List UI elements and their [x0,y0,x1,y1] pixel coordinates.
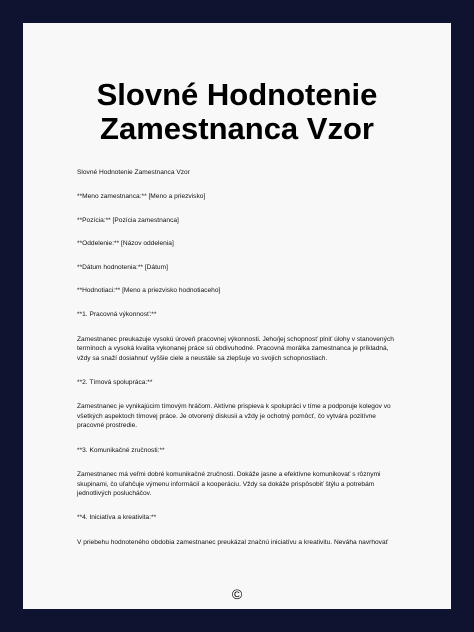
section-text-teamwork: Zamestnanec je vynikajúcim tímovým hráčom. Aktívne prispieva k spolupráci v tíme a podporuje kolegov vo všetkých aspektoch tímovej práce. Je otvorený diskusii a vždy je ochotný pomôcť, čo vytvára pozitívne pracovné prostredie. [77,403,391,430]
field-position: **Pozícia:** [Pozícia zamestnanca] [77,216,179,224]
section-text-initiative: V priebehu hodnoteného obdobia zamestnanec preukázal značnú iniciatívu a kreativitu. Neváha navrhovať [77,538,389,546]
section-heading-communication: **3. Komunikačné zručnosti:** [77,446,165,454]
field-evaluation-date: **Dátum hodnotenia:** [Dátum] [77,263,168,271]
title-line-2: Zamestnanca Vzor [100,111,374,146]
document-subtitle: Slovné Hodnotenie Zamestnanca Vzor [77,169,190,176]
field-employee-name: **Meno zamestnanca:** [Meno a priezvisko] [77,193,206,201]
document-title [23,78,451,146]
document-page [23,23,451,609]
section-text-communication: Zamestnanec má veľmi dobré komunikačné zručnosti. Dokáže jasne a efektívne komunikovať s rôznymi skupinami, čo uľahčuje výmenu informácií a kooperáciu. Vždy sa dokáže prispôsobiť štýlu a potrebám jednotlivých poslucháčov. [77,471,381,497]
field-evaluator: **Hodnotiaci:** [Meno a priezvisko hodnotiaceho] [77,287,221,295]
copyright-icon: © [231,586,243,602]
field-department: **Oddelenie:** [Názov oddelenia] [77,240,174,248]
section-heading-performance: **1. Pracovná výkonnosť:** [77,311,157,319]
section-heading-initiative: **4. Iniciatíva a kreativita:** [77,514,157,522]
document-body [77,168,397,547]
section-heading-teamwork: **2. Tímová spolupráca:** [77,379,153,387]
section-text-performance: Zamestnanec preukazuje vysokú úroveň pracovnej výkonnosti. Jeho/jej schopnosť plniť úlohy v stanovených termínoch a vysoká kvalita vykonanej práce sú obdivuhodné. Pracovná morálka zamestnanca je príkladná, vždy sa snaží dosiahnuť vyššie ciele a neustále sa zlepšuje vo svojich schopnostiach. [77,335,394,362]
title-line-1: Slovné Hodnotenie [96,77,378,112]
